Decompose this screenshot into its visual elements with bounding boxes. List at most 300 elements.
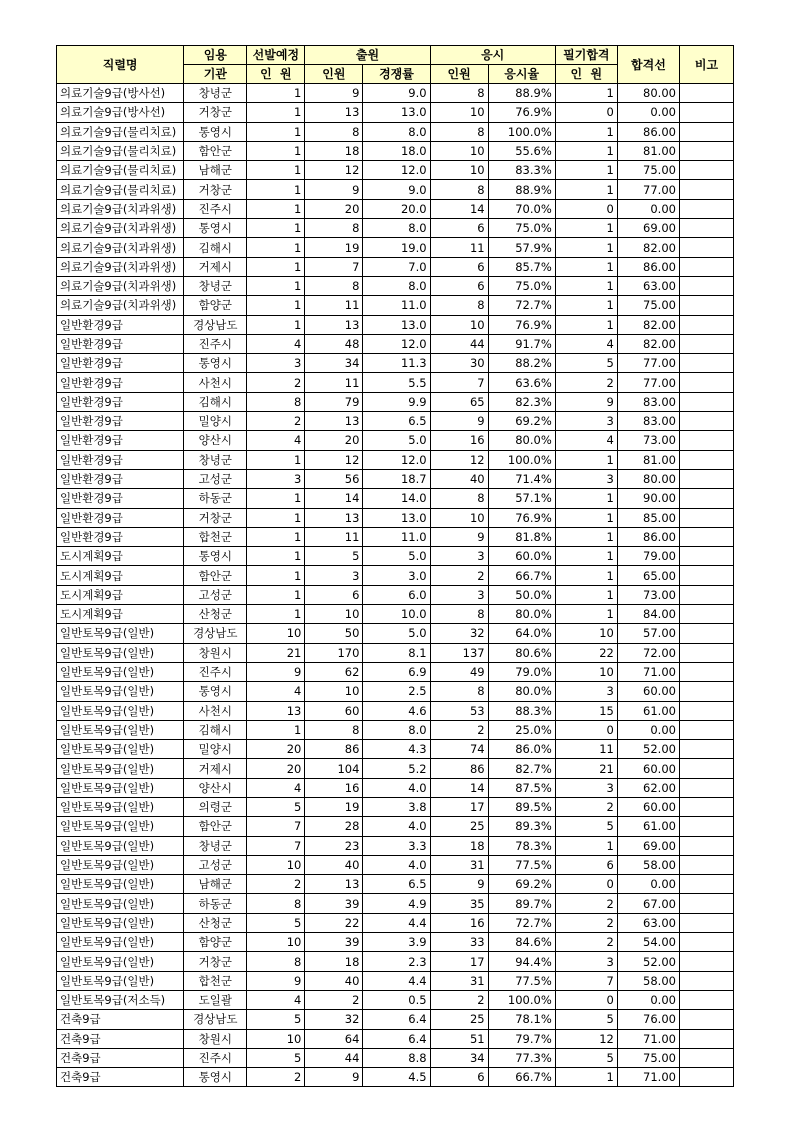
written-pass-cell: 1 <box>555 315 617 334</box>
job-title-cell: 도시계획9급 <box>57 605 184 624</box>
applied-count-cell: 9 <box>305 84 363 103</box>
test-rate-cell: 89.3% <box>488 817 555 836</box>
table-row <box>57 334 734 353</box>
planned-cell: 1 <box>247 720 305 739</box>
tested-count-cell: 14 <box>430 199 488 218</box>
planned-cell: 1 <box>247 219 305 238</box>
agency-cell: 도일괄 <box>184 990 247 1009</box>
applied-count-cell: 3 <box>305 566 363 585</box>
table-row <box>57 180 734 199</box>
planned-cell: 9 <box>247 971 305 990</box>
competition-cell: 2.3 <box>363 952 430 971</box>
planned-cell: 1 <box>247 199 305 218</box>
tested-count-cell: 51 <box>430 1029 488 1048</box>
cutoff-cell: 73.00 <box>617 431 679 450</box>
cutoff-cell: 61.00 <box>617 817 679 836</box>
job-title-cell: 건축9급 <box>57 1010 184 1029</box>
competition-cell: 8.0 <box>363 720 430 739</box>
remarks-cell <box>679 933 733 952</box>
table-row <box>57 566 734 585</box>
header-planned-line1: 선발예정 <box>247 46 305 65</box>
remarks-cell <box>679 1048 733 1067</box>
table-row <box>57 817 734 836</box>
planned-cell: 2 <box>247 412 305 431</box>
cutoff-cell: 71.00 <box>617 1029 679 1048</box>
applied-count-cell: 18 <box>305 952 363 971</box>
cutoff-cell: 80.00 <box>617 84 679 103</box>
planned-cell: 10 <box>247 933 305 952</box>
header-remarks: 비고 <box>679 46 733 84</box>
test-rate-cell: 77.3% <box>488 1048 555 1067</box>
agency-cell: 경상남도 <box>184 315 247 334</box>
written-pass-cell: 9 <box>555 392 617 411</box>
table-row <box>57 199 734 218</box>
table-row <box>57 624 734 643</box>
cutoff-cell: 79.00 <box>617 547 679 566</box>
tested-count-cell: 25 <box>430 1010 488 1029</box>
agency-cell: 밀양시 <box>184 412 247 431</box>
table-row <box>57 84 734 103</box>
applied-count-cell: 170 <box>305 643 363 662</box>
table-row <box>57 527 734 546</box>
tested-count-cell: 10 <box>430 315 488 334</box>
competition-cell: 8.1 <box>363 643 430 662</box>
written-pass-cell: 5 <box>555 817 617 836</box>
cutoff-cell: 60.00 <box>617 682 679 701</box>
test-rate-cell: 88.9% <box>488 180 555 199</box>
cutoff-cell: 83.00 <box>617 392 679 411</box>
remarks-cell <box>679 489 733 508</box>
planned-cell: 1 <box>247 315 305 334</box>
tested-count-cell: 10 <box>430 161 488 180</box>
job-title-cell: 일반환경9급 <box>57 527 184 546</box>
job-title-cell: 일반토목9급(일반) <box>57 817 184 836</box>
tested-count-cell: 9 <box>430 527 488 546</box>
applied-count-cell: 7 <box>305 257 363 276</box>
job-title-cell: 일반환경9급 <box>57 334 184 353</box>
agency-cell: 진주시 <box>184 1048 247 1067</box>
competition-cell: 14.0 <box>363 489 430 508</box>
agency-cell: 고성군 <box>184 469 247 488</box>
table-row <box>57 450 734 469</box>
job-title-cell: 일반토목9급(일반) <box>57 836 184 855</box>
planned-cell: 5 <box>247 913 305 932</box>
test-rate-cell: 63.6% <box>488 373 555 392</box>
remarks-cell <box>679 84 733 103</box>
agency-cell: 거창군 <box>184 508 247 527</box>
competition-cell: 5.5 <box>363 373 430 392</box>
job-title-cell: 일반토목9급(저소득) <box>57 990 184 1009</box>
table-row <box>57 740 734 759</box>
agency-cell: 합천군 <box>184 527 247 546</box>
cutoff-cell: 57.00 <box>617 624 679 643</box>
agency-cell: 양산시 <box>184 778 247 797</box>
job-title-cell: 의료기술9급(방사선) <box>57 84 184 103</box>
applied-count-cell: 56 <box>305 469 363 488</box>
agency-cell: 하동군 <box>184 489 247 508</box>
written-pass-cell: 1 <box>555 257 617 276</box>
applied-count-cell: 8 <box>305 276 363 295</box>
table-row <box>57 1029 734 1048</box>
agency-cell: 통영시 <box>184 682 247 701</box>
cutoff-cell: 69.00 <box>617 219 679 238</box>
written-pass-cell: 1 <box>555 566 617 585</box>
table-row <box>57 720 734 739</box>
cutoff-cell: 82.00 <box>617 334 679 353</box>
cutoff-cell: 71.00 <box>617 1068 679 1087</box>
test-rate-cell: 76.9% <box>488 508 555 527</box>
written-pass-cell: 5 <box>555 354 617 373</box>
test-rate-cell: 76.9% <box>488 103 555 122</box>
remarks-cell <box>679 354 733 373</box>
applied-count-cell: 62 <box>305 662 363 681</box>
tested-count-cell: 74 <box>430 740 488 759</box>
competition-cell: 6.5 <box>363 875 430 894</box>
test-rate-cell: 84.6% <box>488 933 555 952</box>
job-title-cell: 일반토목9급(일반) <box>57 894 184 913</box>
job-title-cell: 도시계획9급 <box>57 547 184 566</box>
agency-cell: 함안군 <box>184 141 247 160</box>
written-pass-cell: 1 <box>555 547 617 566</box>
tested-count-cell: 8 <box>430 296 488 315</box>
header-cutoff: 합격선 <box>617 46 679 84</box>
job-title-cell: 일반토목9급(일반) <box>57 682 184 701</box>
competition-cell: 19.0 <box>363 238 430 257</box>
remarks-cell <box>679 219 733 238</box>
competition-cell: 13.0 <box>363 508 430 527</box>
competition-cell: 12.0 <box>363 450 430 469</box>
cutoff-cell: 82.00 <box>617 238 679 257</box>
table-row <box>57 933 734 952</box>
job-title-cell: 일반토목9급(일반) <box>57 643 184 662</box>
agency-cell: 산청군 <box>184 913 247 932</box>
planned-cell: 5 <box>247 797 305 816</box>
tested-count-cell: 11 <box>430 238 488 257</box>
remarks-cell <box>679 238 733 257</box>
competition-cell: 4.0 <box>363 817 430 836</box>
planned-cell: 4 <box>247 334 305 353</box>
cutoff-cell: 75.00 <box>617 161 679 180</box>
tested-count-cell: 65 <box>430 392 488 411</box>
table-row <box>57 354 734 373</box>
cutoff-cell: 54.00 <box>617 933 679 952</box>
competition-cell: 4.4 <box>363 971 430 990</box>
applied-count-cell: 23 <box>305 836 363 855</box>
test-rate-cell: 77.5% <box>488 855 555 874</box>
competition-cell: 2.5 <box>363 682 430 701</box>
applied-count-cell: 64 <box>305 1029 363 1048</box>
competition-cell: 4.6 <box>363 701 430 720</box>
test-rate-cell: 25.0% <box>488 720 555 739</box>
planned-cell: 1 <box>247 450 305 469</box>
competition-cell: 6.9 <box>363 662 430 681</box>
planned-cell: 2 <box>247 373 305 392</box>
tested-count-cell: 6 <box>430 219 488 238</box>
cutoff-cell: 85.00 <box>617 508 679 527</box>
remarks-cell <box>679 662 733 681</box>
competition-cell: 10.0 <box>363 605 430 624</box>
cutoff-cell: 58.00 <box>617 855 679 874</box>
remarks-cell <box>679 296 733 315</box>
competition-cell: 9.9 <box>363 392 430 411</box>
header-row-1 <box>57 46 734 65</box>
tested-count-cell: 6 <box>430 1068 488 1087</box>
written-pass-cell: 2 <box>555 894 617 913</box>
applied-count-cell: 5 <box>305 547 363 566</box>
agency-cell: 진주시 <box>184 199 247 218</box>
test-rate-cell: 55.6% <box>488 141 555 160</box>
test-rate-cell: 66.7% <box>488 566 555 585</box>
planned-cell: 3 <box>247 354 305 373</box>
cutoff-cell: 60.00 <box>617 759 679 778</box>
cutoff-cell: 86.00 <box>617 122 679 141</box>
competition-cell: 3.0 <box>363 566 430 585</box>
tested-count-cell: 49 <box>430 662 488 681</box>
test-rate-cell: 88.3% <box>488 701 555 720</box>
cutoff-cell: 77.00 <box>617 354 679 373</box>
cutoff-cell: 58.00 <box>617 971 679 990</box>
remarks-cell <box>679 855 733 874</box>
agency-cell: 고성군 <box>184 855 247 874</box>
agency-cell: 김해시 <box>184 238 247 257</box>
tested-count-cell: 31 <box>430 855 488 874</box>
cutoff-cell: 52.00 <box>617 952 679 971</box>
planned-cell: 8 <box>247 952 305 971</box>
table-row <box>57 701 734 720</box>
competition-cell: 9.0 <box>363 180 430 199</box>
cutoff-cell: 84.00 <box>617 605 679 624</box>
job-title-cell: 일반토목9급(일반) <box>57 701 184 720</box>
written-pass-cell: 5 <box>555 1010 617 1029</box>
cutoff-cell: 83.00 <box>617 412 679 431</box>
applied-count-cell: 13 <box>305 103 363 122</box>
written-pass-cell: 0 <box>555 875 617 894</box>
agency-cell: 남해군 <box>184 875 247 894</box>
tested-count-cell: 35 <box>430 894 488 913</box>
written-pass-cell: 3 <box>555 412 617 431</box>
competition-cell: 0.5 <box>363 990 430 1009</box>
test-rate-cell: 83.3% <box>488 161 555 180</box>
competition-cell: 8.0 <box>363 122 430 141</box>
planned-cell: 9 <box>247 662 305 681</box>
test-rate-cell: 80.0% <box>488 605 555 624</box>
competition-cell: 5.0 <box>363 624 430 643</box>
table-row <box>57 836 734 855</box>
written-pass-cell: 4 <box>555 334 617 353</box>
test-rate-cell: 70.0% <box>488 199 555 218</box>
agency-cell: 산청군 <box>184 605 247 624</box>
remarks-cell <box>679 971 733 990</box>
test-rate-cell: 77.5% <box>488 971 555 990</box>
written-pass-cell: 2 <box>555 797 617 816</box>
tested-count-cell: 7 <box>430 373 488 392</box>
competition-cell: 3.9 <box>363 933 430 952</box>
agency-cell: 통영시 <box>184 547 247 566</box>
written-pass-cell: 10 <box>555 662 617 681</box>
table-row <box>57 296 734 315</box>
tested-count-cell: 40 <box>430 469 488 488</box>
written-pass-cell: 1 <box>555 238 617 257</box>
job-title-cell: 일반토목9급(일반) <box>57 971 184 990</box>
job-title-cell: 의료기술9급(물리치료) <box>57 161 184 180</box>
tested-count-cell: 6 <box>430 257 488 276</box>
agency-cell: 김해시 <box>184 720 247 739</box>
competition-cell: 13.0 <box>363 103 430 122</box>
competition-cell: 7.0 <box>363 257 430 276</box>
tested-count-cell: 10 <box>430 508 488 527</box>
planned-cell: 2 <box>247 1068 305 1087</box>
agency-cell: 진주시 <box>184 334 247 353</box>
applied-count-cell: 34 <box>305 354 363 373</box>
planned-cell: 1 <box>247 585 305 604</box>
tested-count-cell: 2 <box>430 990 488 1009</box>
test-rate-cell: 82.7% <box>488 759 555 778</box>
tested-count-cell: 10 <box>430 103 488 122</box>
job-title-cell: 도시계획9급 <box>57 566 184 585</box>
table-row <box>57 276 734 295</box>
job-title-cell: 일반환경9급 <box>57 508 184 527</box>
agency-cell: 창녕군 <box>184 276 247 295</box>
remarks-cell <box>679 276 733 295</box>
agency-cell: 하동군 <box>184 894 247 913</box>
agency-cell: 김해시 <box>184 392 247 411</box>
planned-cell: 1 <box>247 103 305 122</box>
tested-count-cell: 18 <box>430 836 488 855</box>
applied-count-cell: 14 <box>305 489 363 508</box>
applied-count-cell: 50 <box>305 624 363 643</box>
planned-cell: 21 <box>247 643 305 662</box>
job-title-cell: 일반환경9급 <box>57 489 184 508</box>
cutoff-cell: 82.00 <box>617 315 679 334</box>
applied-count-cell: 12 <box>305 161 363 180</box>
applied-count-cell: 20 <box>305 199 363 218</box>
table-row <box>57 489 734 508</box>
remarks-cell <box>679 778 733 797</box>
test-rate-cell: 79.7% <box>488 1029 555 1048</box>
written-pass-cell: 1 <box>555 585 617 604</box>
written-pass-cell: 15 <box>555 701 617 720</box>
test-rate-cell: 89.7% <box>488 894 555 913</box>
test-rate-cell: 88.2% <box>488 354 555 373</box>
tested-count-cell: 17 <box>430 952 488 971</box>
applied-count-cell: 48 <box>305 334 363 353</box>
planned-cell: 1 <box>247 238 305 257</box>
test-rate-cell: 69.2% <box>488 412 555 431</box>
job-title-cell: 건축9급 <box>57 1048 184 1067</box>
job-title-cell: 일반토목9급(일반) <box>57 740 184 759</box>
agency-cell: 거창군 <box>184 952 247 971</box>
test-rate-cell: 72.7% <box>488 913 555 932</box>
cutoff-cell: 67.00 <box>617 894 679 913</box>
planned-cell: 1 <box>247 141 305 160</box>
competition-cell: 6.4 <box>363 1029 430 1048</box>
table-row <box>57 122 734 141</box>
written-pass-cell: 1 <box>555 141 617 160</box>
tested-count-cell: 30 <box>430 354 488 373</box>
applied-count-cell: 2 <box>305 990 363 1009</box>
remarks-cell <box>679 334 733 353</box>
remarks-cell <box>679 566 733 585</box>
applied-count-cell: 13 <box>305 412 363 431</box>
test-rate-cell: 80.0% <box>488 682 555 701</box>
table-row <box>57 469 734 488</box>
header-planned-line2: 인 원 <box>247 65 305 84</box>
cutoff-cell: 81.00 <box>617 450 679 469</box>
test-rate-cell: 71.4% <box>488 469 555 488</box>
table-row <box>57 913 734 932</box>
written-pass-cell: 2 <box>555 373 617 392</box>
table-row <box>57 547 734 566</box>
planned-cell: 1 <box>247 547 305 566</box>
table-row <box>57 875 734 894</box>
remarks-cell <box>679 1068 733 1087</box>
planned-cell: 5 <box>247 1010 305 1029</box>
planned-cell: 4 <box>247 778 305 797</box>
remarks-cell <box>679 257 733 276</box>
table-row <box>57 682 734 701</box>
test-rate-cell: 50.0% <box>488 585 555 604</box>
agency-cell: 남해군 <box>184 161 247 180</box>
competition-cell: 18.0 <box>363 141 430 160</box>
cutoff-cell: 0.00 <box>617 720 679 739</box>
written-pass-cell: 1 <box>555 508 617 527</box>
cutoff-cell: 80.00 <box>617 469 679 488</box>
table-row <box>57 778 734 797</box>
applied-count-cell: 22 <box>305 913 363 932</box>
applied-count-cell: 86 <box>305 740 363 759</box>
agency-cell: 창녕군 <box>184 84 247 103</box>
remarks-cell <box>679 161 733 180</box>
test-rate-cell: 78.3% <box>488 836 555 855</box>
cutoff-cell: 0.00 <box>617 990 679 1009</box>
test-rate-cell: 94.4% <box>488 952 555 971</box>
table-row <box>57 103 734 122</box>
tested-count-cell: 8 <box>430 682 488 701</box>
applied-count-cell: 8 <box>305 219 363 238</box>
written-pass-cell: 1 <box>555 122 617 141</box>
job-title-cell: 일반환경9급 <box>57 450 184 469</box>
remarks-cell <box>679 720 733 739</box>
competition-cell: 9.0 <box>363 84 430 103</box>
test-rate-cell: 89.5% <box>488 797 555 816</box>
applied-count-cell: 19 <box>305 238 363 257</box>
cutoff-cell: 0.00 <box>617 103 679 122</box>
tested-count-cell: 9 <box>430 412 488 431</box>
job-title-cell: 일반토목9급(일반) <box>57 797 184 816</box>
remarks-cell <box>679 759 733 778</box>
table-row <box>57 257 734 276</box>
test-rate-cell: 76.9% <box>488 315 555 334</box>
planned-cell: 20 <box>247 740 305 759</box>
table-row <box>57 759 734 778</box>
test-rate-cell: 69.2% <box>488 875 555 894</box>
planned-cell: 1 <box>247 508 305 527</box>
applied-count-cell: 9 <box>305 180 363 199</box>
written-pass-cell: 1 <box>555 84 617 103</box>
remarks-cell <box>679 990 733 1009</box>
header-applied-count: 인원 <box>305 65 363 84</box>
table-row <box>57 412 734 431</box>
written-pass-cell: 21 <box>555 759 617 778</box>
written-pass-cell: 1 <box>555 836 617 855</box>
remarks-cell <box>679 1010 733 1029</box>
job-title-cell: 일반토목9급(일반) <box>57 759 184 778</box>
job-title-cell: 의료기술9급(치과위생) <box>57 219 184 238</box>
job-title-cell: 일반토목9급(일반) <box>57 720 184 739</box>
planned-cell: 1 <box>247 257 305 276</box>
job-title-cell: 의료기술9급(치과위생) <box>57 238 184 257</box>
test-rate-cell: 57.9% <box>488 238 555 257</box>
